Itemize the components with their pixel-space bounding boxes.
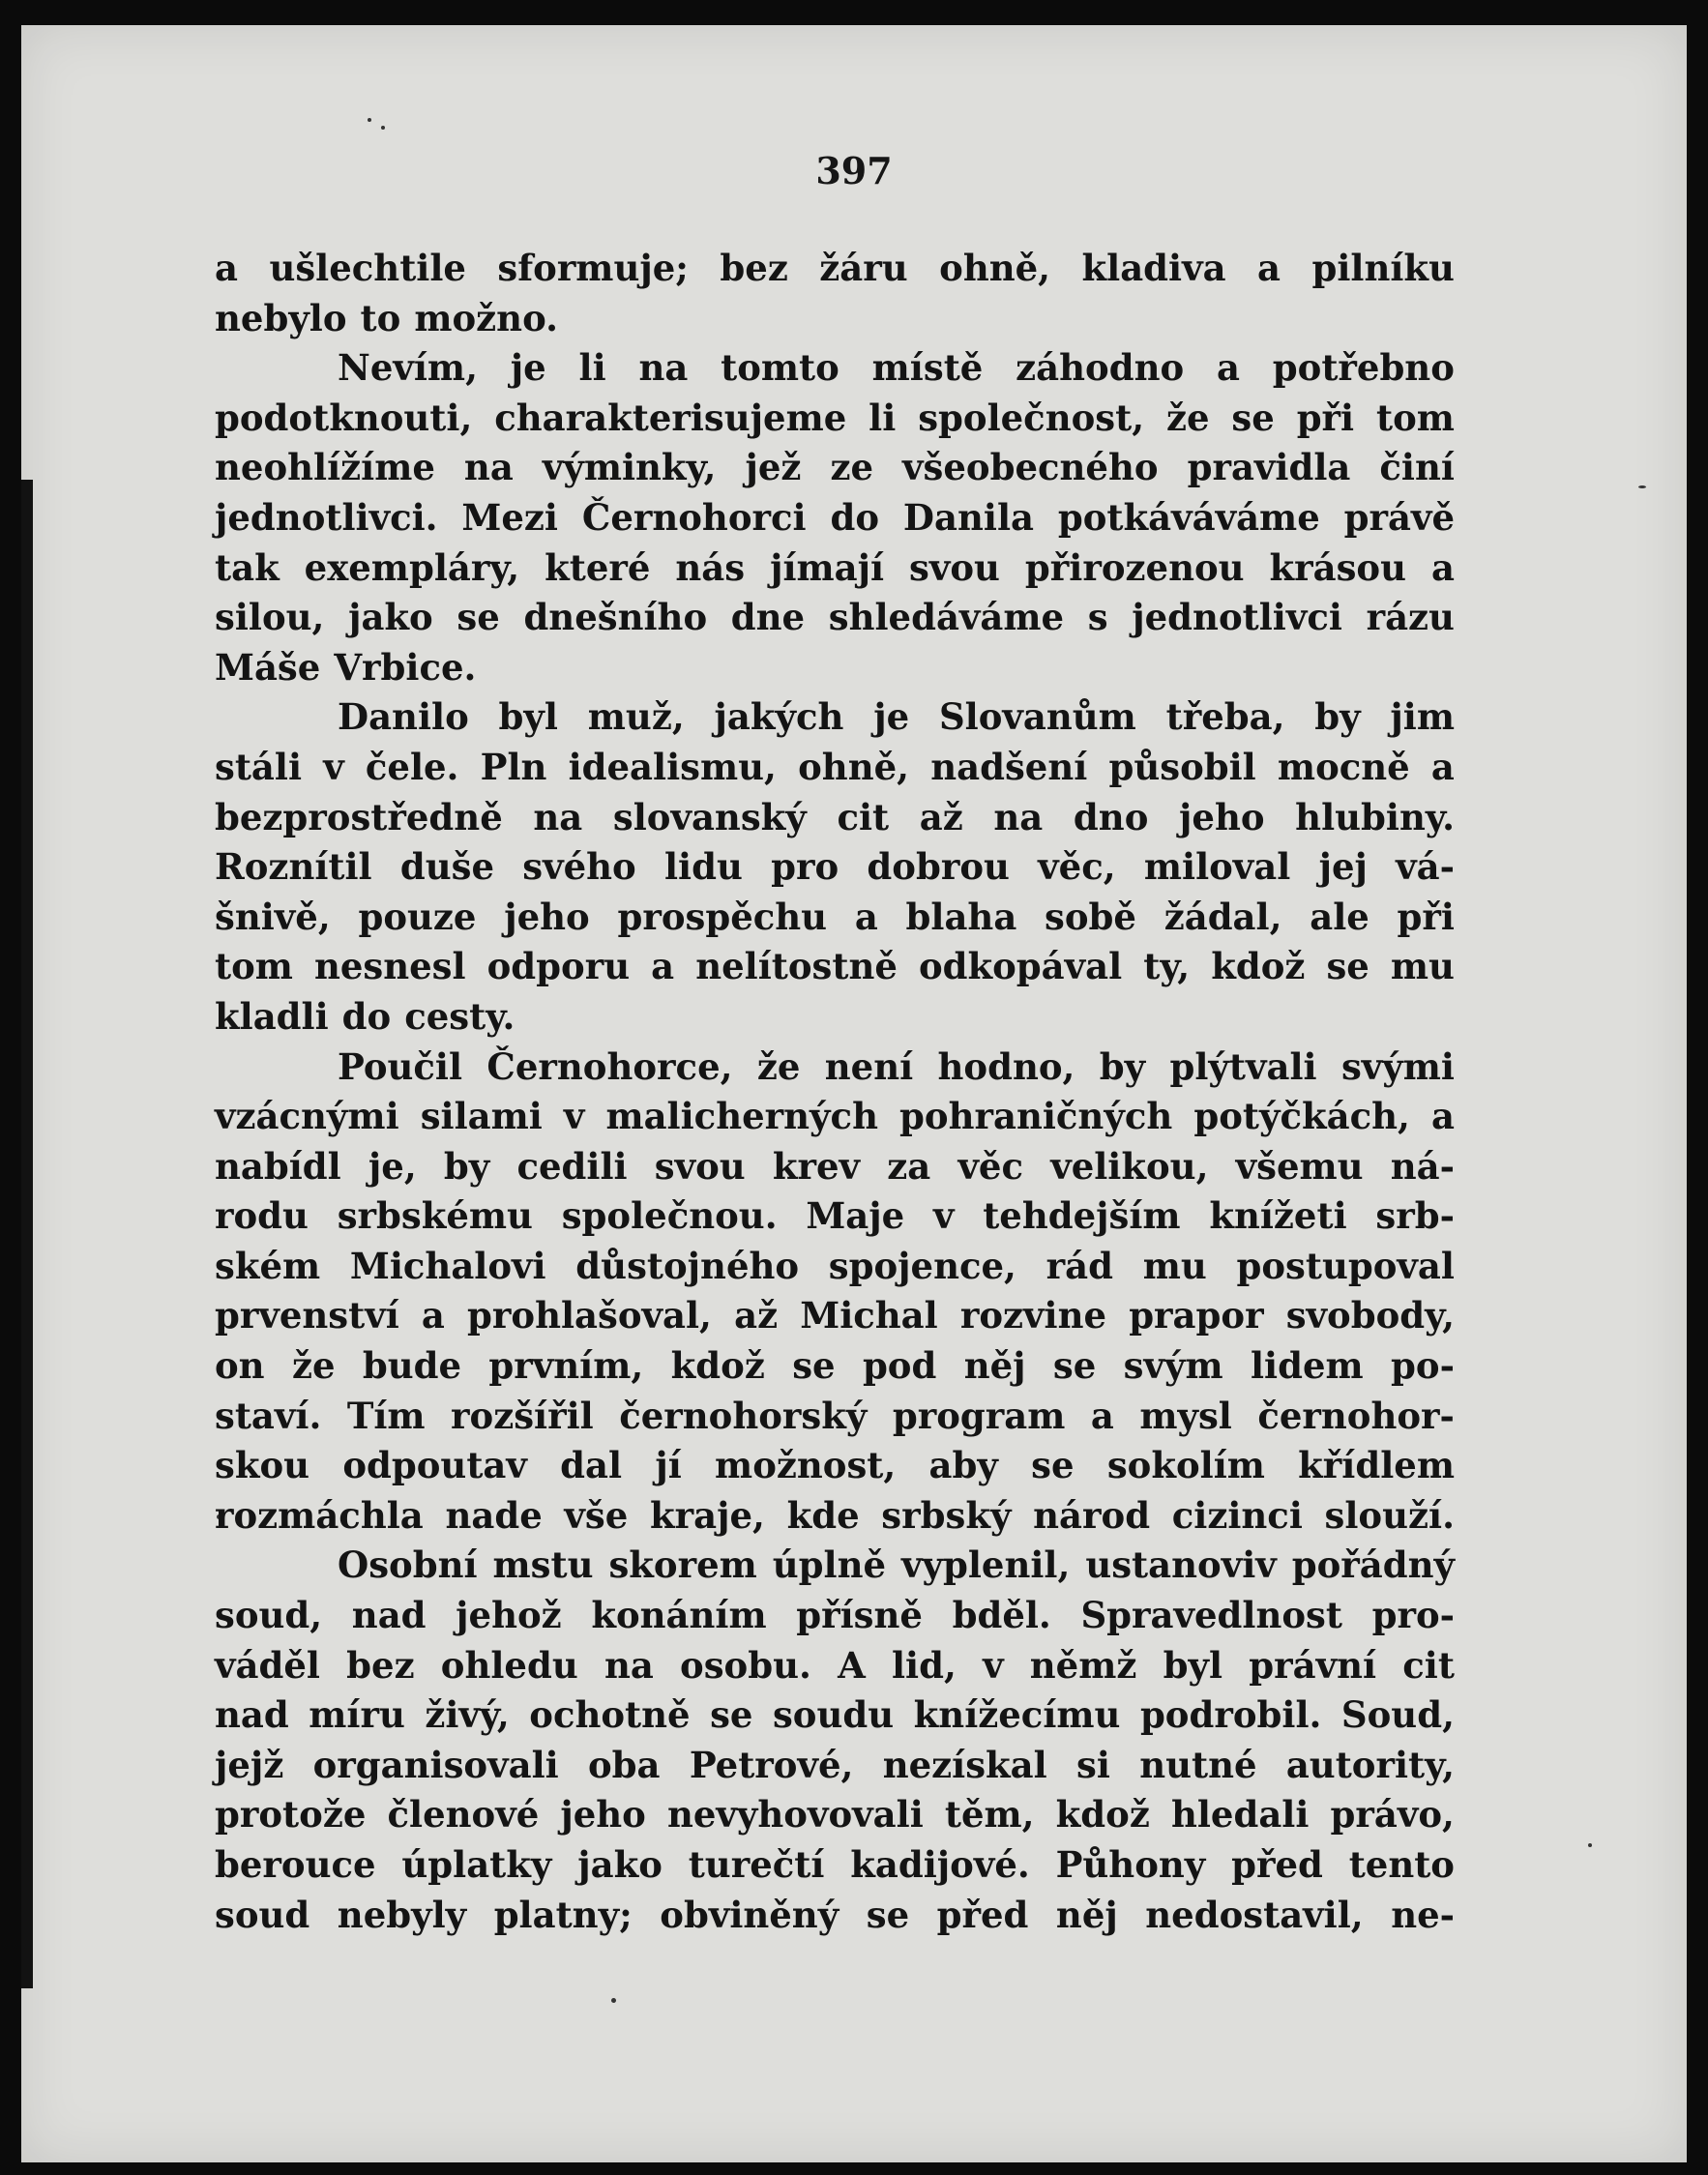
text-line: jejž organisovali oba Petrové, nezískal si nutné autority,: [215, 1743, 1455, 1786]
text-line: berouce úplatky jako turečtí kadijové. Půhony před tento: [215, 1843, 1455, 1886]
text-line: ském Michalovi důstojného spojence, rád mu postupoval: [215, 1244, 1455, 1287]
text-line: stáli v čele. Pln idealismu, ohně, nadšení působil mocně a: [215, 745, 1455, 788]
text-line: rodu srbskému společnou. Maje v tehdejším knížeti srb-: [215, 1194, 1455, 1238]
text-line: soud, nad jehož konáním přísně bděl. Spravedlnost pro-: [215, 1594, 1455, 1637]
text-line: protože členové jeho nevyhovovali těm, kdož hledali právo,: [215, 1793, 1455, 1837]
text-line: podotknouti, charakterisujeme li společnost, že se při tom: [215, 396, 1455, 439]
text-line: Danilo byl muž, jakých je Slovanům třeba, by jim: [338, 695, 1455, 739]
text-line: a ušlechtile sformuje; bez žáru ohně, kladiva a pilníku: [215, 247, 1455, 289]
text-line: staví. Tím rozšířil černohorský program a mysl černohor-: [215, 1394, 1455, 1437]
text-line: Nevím, je li na tomto místě záhodno a potřebno: [338, 346, 1455, 390]
text-line: tom nesnesl odporu a nelítostně odkopával ty, kdož se mu: [215, 945, 1455, 988]
text-line: nad míru živý, ochotně se soudu knížecímu podrobil. Soud,: [215, 1693, 1455, 1737]
text-line: šnivě, pouze jeho prospěchu a blaha sobě žádal, ale při: [215, 895, 1455, 938]
text-line: skou odpoutav dal jí možnost, aby se sokolím křídlem: [215, 1444, 1455, 1487]
dust-speck: [611, 1998, 616, 2003]
dust-speck: [1588, 1843, 1592, 1847]
text-line: bezprostředně na slovanský cit až na dno jeho hlubiny.: [215, 795, 1455, 838]
text-line: nabídl je, by cedili svou krev za věc velikou, všemu ná-: [215, 1144, 1455, 1188]
binding-shadow: [21, 480, 33, 1988]
text-line: vzácnými silami v malicherných pohraničných potýčkách, a: [215, 1095, 1455, 1138]
body-text: [215, 244, 1455, 1940]
dust-speck: [1638, 485, 1646, 488]
text-line: váděl bez ohledu na osobu. A lid, v němž byl právní cit: [215, 1643, 1455, 1687]
text-line: silou, jako se dnešního dne shledáváme s jednotlivci rázu: [215, 596, 1455, 639]
text-line: on že bude prvním, kdož se pod něj se svým lidem po-: [215, 1344, 1455, 1388]
text-line: kladli do cesty.: [215, 994, 515, 1038]
text-line: tak exempláry, které nás jímají svou přirozenou krásou a: [215, 545, 1455, 589]
text-line: rozmáchla nade vše kraje, kde srbský národ cizinci slouží.: [215, 1493, 1455, 1537]
page-number: 397: [815, 149, 893, 192]
text-line: prvenství a prohlašoval, až Michal rozvine prapor svobody,: [215, 1294, 1455, 1337]
text-line: Osobní mstu skorem úplně vyplenil, ustanoviv pořádný: [338, 1543, 1455, 1587]
dust-speck: [368, 118, 371, 122]
dust-speck: [381, 126, 385, 130]
text-line: Poučil Černohorce, že není hodno, by plýtvali svými: [338, 1044, 1455, 1088]
text-line: Máše Vrbice.: [215, 645, 477, 689]
book-page: [21, 25, 1687, 2162]
text-line: soud nebyly platny; obviněný se před něj nedostavil, ne-: [215, 1893, 1455, 1936]
text-line: nebylo to možno.: [215, 296, 558, 339]
text-line: neohlížíme na výminky, jež ze všeobecného pravidla činí: [215, 446, 1455, 489]
text-line: jednotlivci. Mezi Černohorci do Danila potkáváváme právě: [215, 495, 1455, 539]
text-line: Roznítil duše svého lidu pro dobrou věc, miloval jej vá-: [215, 845, 1455, 889]
